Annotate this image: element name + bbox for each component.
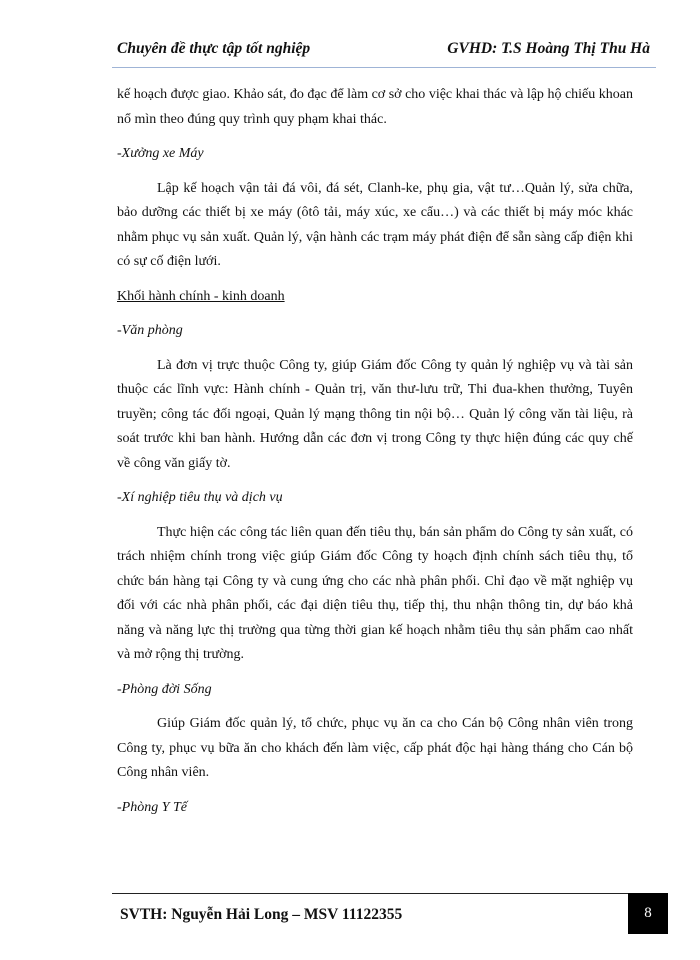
paragraph-van-phong: Là đơn vị trực thuộc Công ty, giúp Giám đốc Công ty quản lý nghiệp vụ và tài sản thuộc các lĩnh vực: Hành chính - Quản trị, văn thư-lưu trữ, Thi đua-khen thưởng, Tuyên truyền; công tác đối ngoại, Quản lý mạng thông tin nội bộ… Quản lý công văn tài liệu, rà soát trước khi ban hành. Hướng dẫn các đơn vị trong Công ty thực hiện đúng các quy chế về công văn giấy tờ. (117, 357, 633, 471)
subheading-van-phong: -Văn phòng (117, 323, 183, 338)
header-divider (112, 67, 656, 68)
footer-student-info: SVTH: Nguyễn Hải Long – MSV 11122355 (120, 906, 403, 923)
paragraph-xi-nghiep: Thực hiện các công tác liên quan đến tiêu thụ, bán sản phẩm do Công ty sản xuất, có trách nhiệm chính trong việc giúp Giám đốc Công ty hoạch định chính sách tiêu thụ, tổ chức bán hàng tại Công ty và cung ứng cho các nhà phân phối. Chỉ đạo về mặt nghiệp vụ đối với các nhà phân phối, các đại diện tiêu thụ, tiếp thị, thu nhận thông tin, dự báo khả năng và năng lực thị trường qua từng thời gian kế hoạch nhằm tiêu thụ sản phẩm cao nhất và mở rộng thị trường. (117, 524, 633, 662)
footer-divider (112, 893, 628, 894)
subheading-xuong-xe-may: -Xưởng xe Máy (117, 146, 204, 161)
header-advisor: GVHD: T.S Hoàng Thị Thu Hà (447, 40, 650, 57)
subheading-phong-y-te: -Phòng Y Tế (117, 799, 187, 815)
document-body (117, 83, 633, 830)
paragraph-xuong-xe-may: Lập kế hoạch vận tải đá vôi, đá sét, Clanh-ke, phụ gia, vật tư…Quản lý, sửa chữa, bảo dưỡng các thiết bị xe máy (ôtô tải, máy xúc, xe cẩu…) và các thiết bị máy móc khác nhằm phục vụ sản xuất. Quản lý, vận hành các trạm máy phát điện để sẵn sàng cấp điện khi có sự cố điện lưới. (117, 180, 633, 269)
page-number: 8 (644, 905, 652, 921)
page-number-badge (628, 893, 668, 934)
paragraph-phong-doi-song: Giúp Giám đốc quản lý, tổ chức, phục vụ ăn ca cho Cán bộ Công nhân viên trong Công ty, phục vụ bữa ăn cho khách đến làm việc, cấp phát độc hại hàng tháng cho Cán bộ Công nhân viên. (117, 716, 633, 780)
header-title: Chuyên đề thực tập tốt nghiệp (117, 40, 311, 57)
subheading-phong-doi-song: -Phòng đời Sống (117, 681, 212, 697)
section-heading-khoi-hanh-chinh: Khối hành chính - kinh doanh (117, 288, 285, 304)
paragraph-intro: kế hoạch được giao. Khảo sát, đo đạc để làm cơ sở cho việc khai thác và lập hộ chiếu khoan nổ mìn theo đúng quy trình quy phạm khai thác. (117, 87, 633, 127)
subheading-xi-nghiep: -Xí nghiệp tiêu thụ và dịch vụ (117, 490, 283, 505)
